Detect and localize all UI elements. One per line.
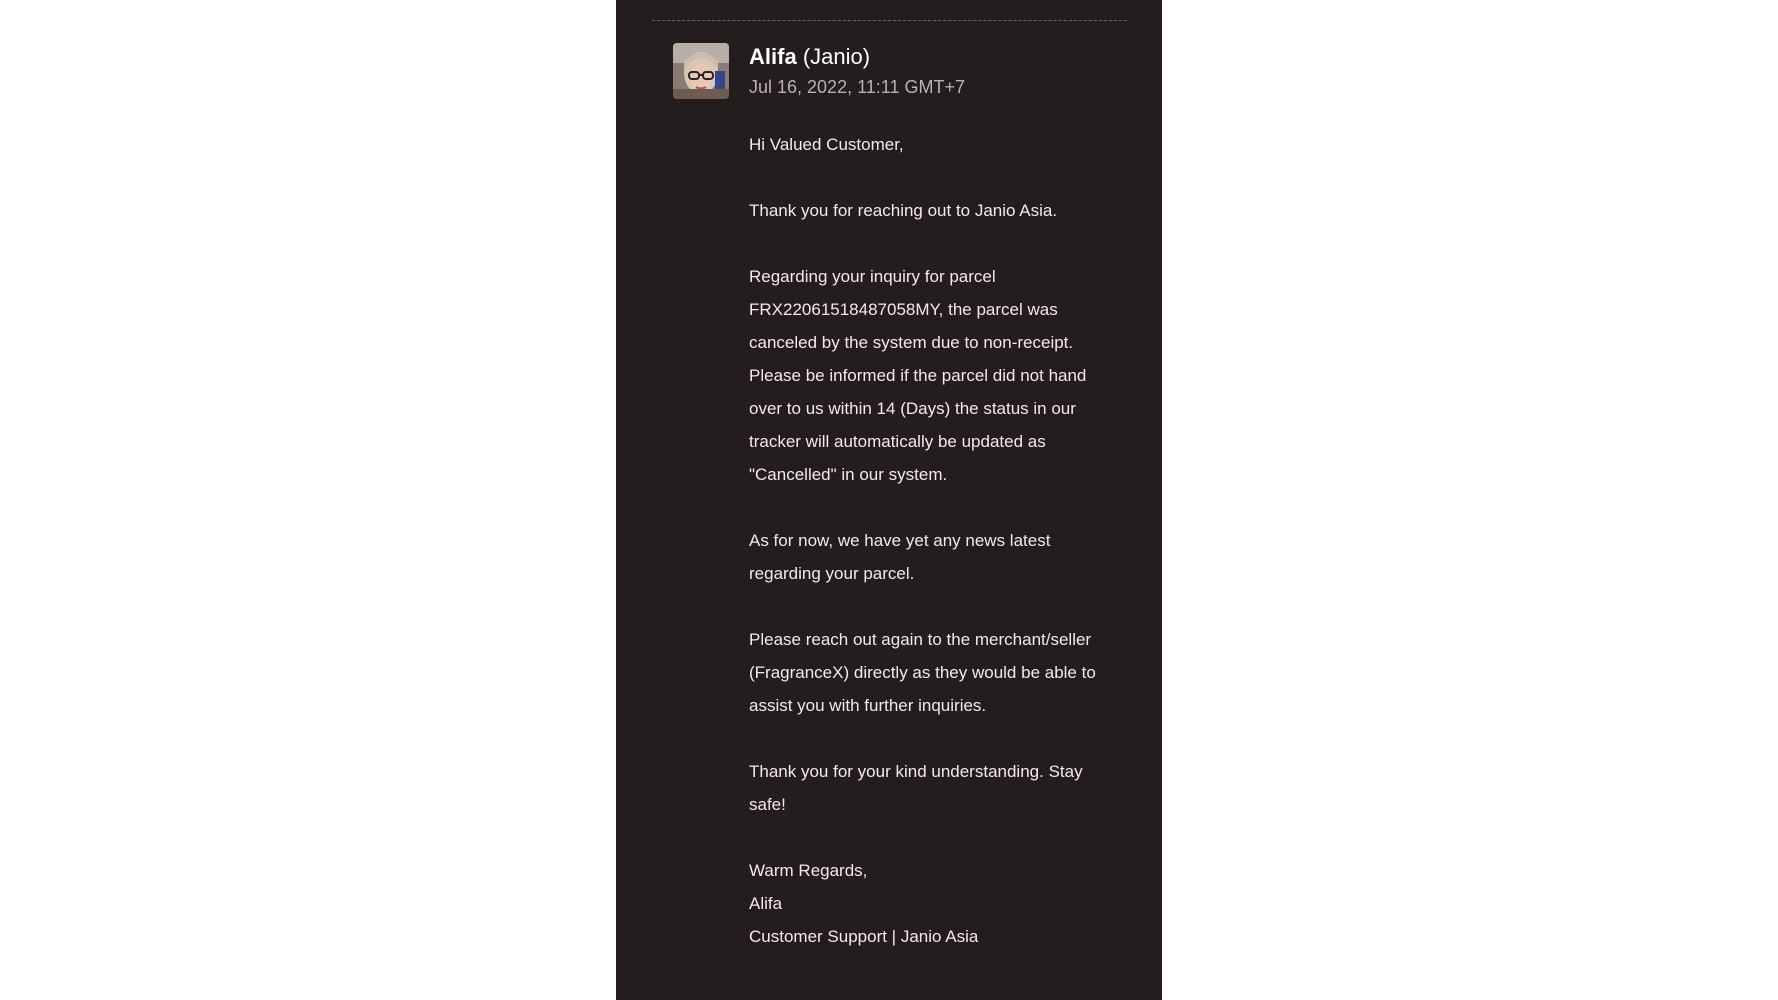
sender-first-name: Alifa [749,44,797,69]
user-avatar-icon [673,43,729,99]
inquiry-paragraph: Regarding your inquiry for parcel FRX22061518487058MY, the parcel was canceled by the system due to non-receipt. Please be informed if the parcel did not hand over to us within 14 (Days) the status in our tracker will automatically be updated as "Cancelled" in our system. [749,267,1087,484]
message-timestamp: Jul 16, 2022, 11:11 GMT+7 [749,77,965,97]
sender-name[interactable] [749,42,1129,72]
sender-organization: (Janio) [802,44,871,69]
signature-name: Alifa [749,894,783,913]
greeting-text: Hi Valued Customer, [749,135,904,154]
message-divider [652,20,1127,21]
merchant-paragraph: Please reach out again to the merchant/seller (FragranceX) directly as they would be able to assist you with further inquiries. [749,630,1096,715]
closing-paragraph: Thank you for your kind understanding. Stay safe! [749,762,1083,814]
thanks-paragraph: Thank you for reaching out to Janio Asia. [749,201,1058,220]
sign-off-text: Warm Regards, [749,861,868,880]
news-paragraph: As for now, we have yet any news latest regarding your parcel. [749,531,1051,583]
email-message-panel [616,0,1162,1000]
sender-avatar[interactable] [673,43,729,99]
message-body [749,128,1124,953]
message-header [749,42,1129,100]
signature-title: Customer Support | Janio Asia [749,927,979,946]
